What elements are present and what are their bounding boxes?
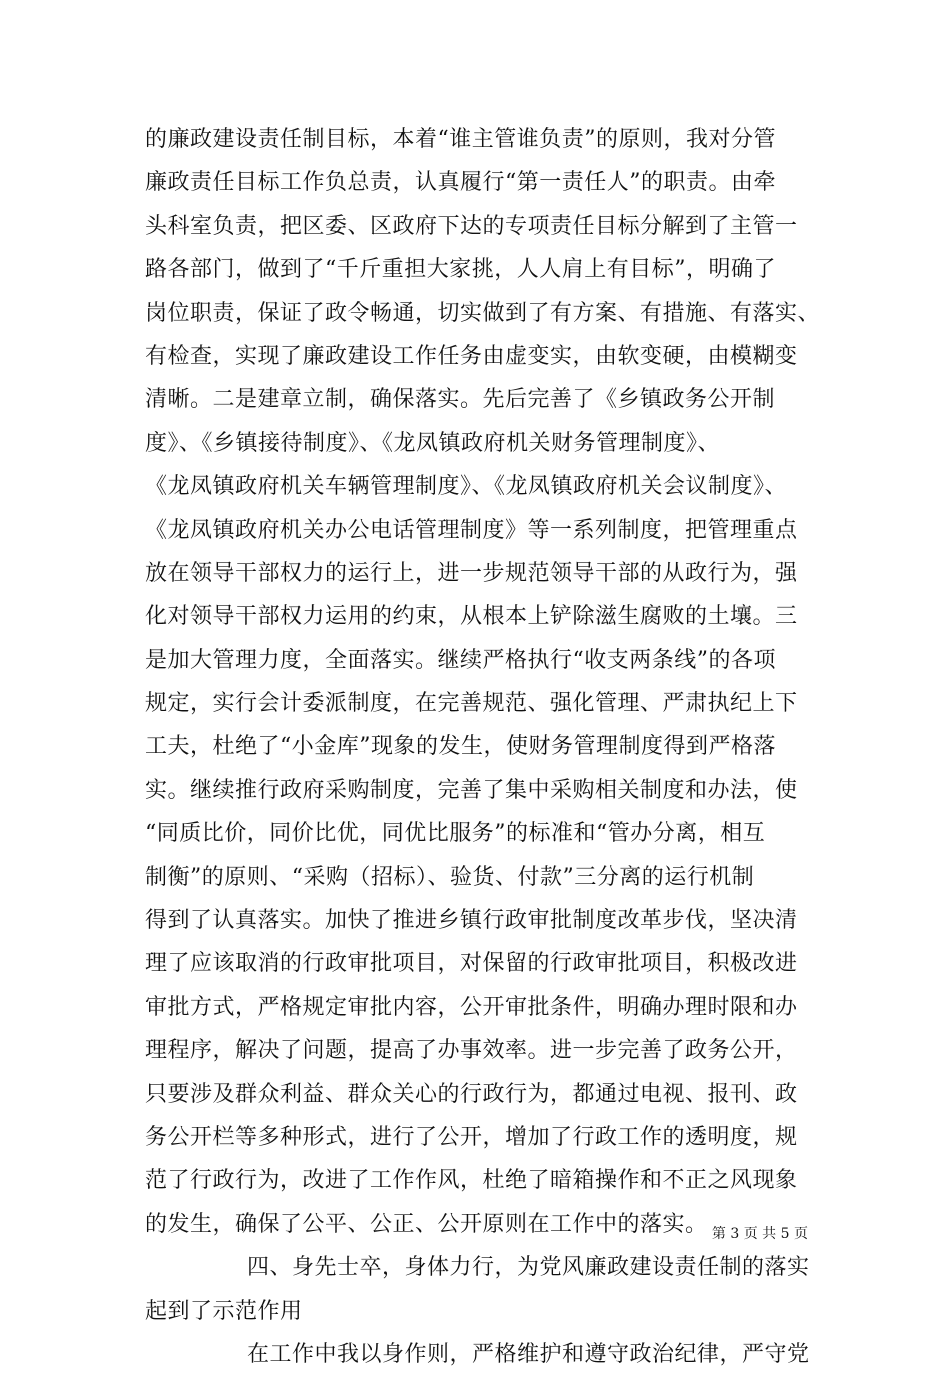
- paragraph-start: 在工作中我以身作则，严格维护和遵守政治纪律，严守党: [247, 1341, 810, 1367]
- text-line: 理了应该取消的行政审批项目，对保留的行政审批项目，积极改进: [145, 951, 798, 977]
- text-line: 《龙凤镇政府机关车辆管理制度》、《龙凤镇政府机关会议制度》、: [145, 474, 788, 500]
- text-line: 审批方式，严格规定审批内容，公开审批条件，明确办理时限和办: [145, 994, 798, 1020]
- text-line: 只要涉及群众利益、群众关心的行政行为，都通过电视、报刊、政: [145, 1081, 798, 1107]
- text-line: 《龙凤镇政府机关办公电话管理制度》等一系列制度，把管理重点: [145, 517, 798, 543]
- text-line: 有检查，实现了廉政建设工作任务由虚变实，由软变硬，由模糊变: [145, 343, 798, 369]
- text-line: 制衡”的原则、“采购（招标）、验货、付款”三分离的运行机制: [145, 864, 755, 890]
- text-line: 工夫，杜绝了“小金库”现象的发生，使财务管理制度得到严格落: [145, 734, 776, 760]
- text-line: 廉政责任目标工作负总责，认真履行“第一责任人”的职责。由牵: [145, 170, 776, 196]
- text-line: 度》、《乡镇接待制度》、《龙凤镇政府机关财务管理制度》、: [145, 430, 721, 456]
- text-line: 岗位职责，保证了政令畅通，切实做到了有方案、有措施、有落实、: [145, 300, 821, 326]
- text-line: 清晰。二是建章立制，确保落实。先后完善了《乡镇政务公开制: [145, 387, 776, 413]
- text-line: 实。继续推行政府采购制度，完善了集中采购相关制度和办法，使: [145, 777, 798, 803]
- text-line: “同质比价，同价比优，同优比服务”的标准和“管办分离，相互: [145, 821, 766, 847]
- text-line: 路各部门，做到了“千斤重担大家挑，人人肩上有目标”，明确了: [145, 257, 776, 283]
- section-heading-continuation: 起到了示范作用: [145, 1298, 303, 1324]
- text-line: 的发生，确保了公平、公正、公开原则在工作中的落实。: [145, 1211, 708, 1237]
- text-line: 务公开栏等多种形式，进行了公开，增加了行政工作的透明度，规: [145, 1124, 798, 1150]
- text-line: 规定，实行会计委派制度，在完善规范、强化管理、严肃执纪上下: [145, 691, 798, 717]
- text-line: 化对领导干部权力运用的约束，从根本上铲除滋生腐败的土壤。三: [145, 604, 798, 630]
- text-line: 是加大管理力度，全面落实。继续严格执行“收支两条线”的各项: [145, 647, 776, 673]
- text-line: 放在领导干部权力的运行上，进一步规范领导干部的从政行为，强: [145, 560, 798, 586]
- text-line: 头科室负责，把区委、区政府下达的专项责任目标分解到了主管一: [145, 213, 798, 239]
- body-text: [145, 118, 835, 1376]
- text-line: 理程序，解决了问题，提高了办事效率。进一步完善了政务公开，: [145, 1038, 798, 1064]
- section-heading: 四、身先士卒，身体力行，为党风廉政建设责任制的落实: [247, 1255, 810, 1281]
- text-line: 范了行政行为，改进了工作作风，杜绝了暗箱操作和不正之风现象: [145, 1168, 798, 1194]
- page-number: 第 3 页 共 5 页: [711, 1226, 808, 1242]
- text-line: 得到了认真落实。加快了推进乡镇行政审批制度改革步伐，坚决清: [145, 908, 798, 934]
- text-line: 的廉政建设责任制目标，本着“谁主管谁负责”的原则，我对分管: [145, 127, 776, 152]
